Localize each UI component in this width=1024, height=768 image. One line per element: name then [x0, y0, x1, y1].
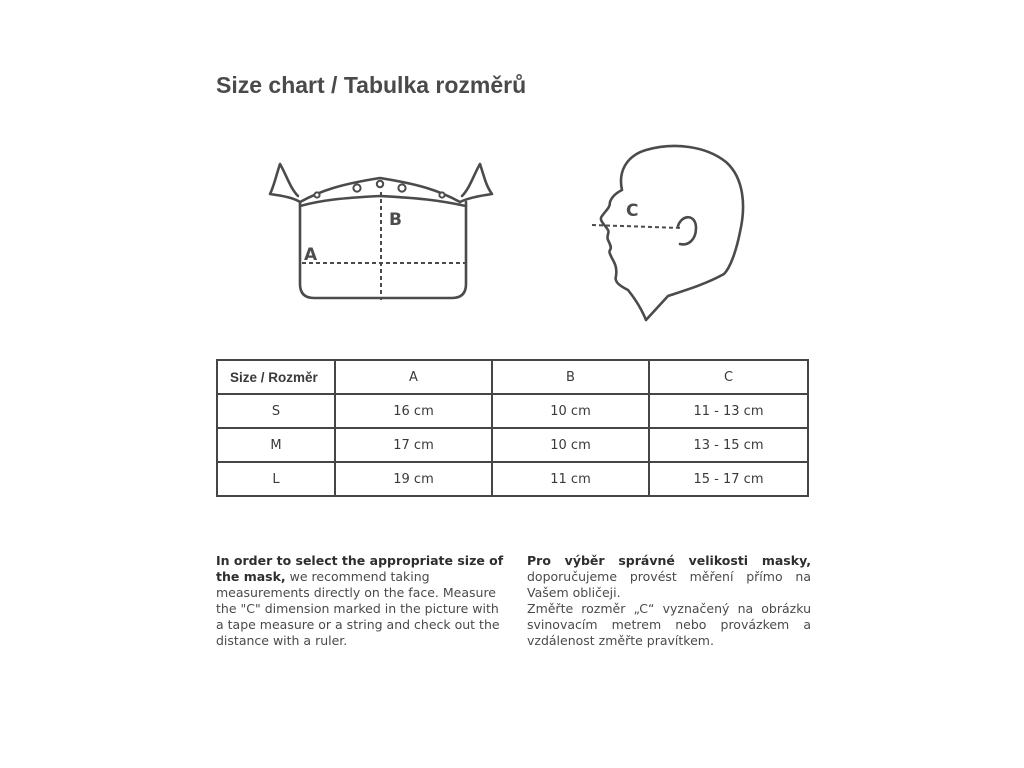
instructions-en-text: we recommend taking measurements directly on the face. Measure the "C" dimension marked in the picture with a tape measure or a string and check out the distance with a ruler. [216, 569, 500, 648]
instructions-cz-bold: Pro výběr správné velikosti masky, [527, 553, 811, 568]
rivet-icon [353, 184, 360, 191]
table-row [217, 394, 808, 428]
instructions-czech [527, 553, 811, 649]
label-c: C [626, 201, 639, 221]
table-cell: 15 - 17 cm [649, 462, 808, 496]
table-cell: L [217, 462, 335, 496]
page-title: Size chart / Tabulka rozměrů [216, 72, 527, 98]
instructions-en-bold: In order to select the appropriate size of the mask, [216, 553, 504, 584]
rivet-icon [377, 181, 383, 187]
table-cell: 10 cm [492, 428, 649, 462]
rivet-icon [439, 192, 444, 197]
table-cell: 13 - 15 cm [649, 428, 808, 462]
head-outline [601, 146, 743, 320]
label-a: A [304, 245, 318, 265]
table-cell: 17 cm [335, 428, 492, 462]
right-ear-loop [460, 164, 492, 202]
table-cell: M [217, 428, 335, 462]
label-b: B [389, 210, 402, 230]
table-cell: S [217, 394, 335, 428]
table-cell: 11 - 13 cm [649, 394, 808, 428]
table-cell: 16 cm [335, 394, 492, 428]
mask-diagram [262, 150, 502, 310]
ear-outline [678, 217, 696, 244]
table-row [217, 428, 808, 462]
rivet-icon [314, 192, 319, 197]
head-profile-diagram [584, 136, 754, 326]
mask-body [300, 202, 466, 298]
table-cell: 10 cm [492, 394, 649, 428]
table-row [217, 462, 808, 496]
table-cell: 19 cm [335, 462, 492, 496]
instructions-english [216, 553, 508, 649]
table-header-row [217, 360, 808, 394]
instructions-cz-text: doporučujeme provést měření přímo na Vašem obličeji. [527, 569, 811, 600]
size-table [216, 359, 809, 497]
rivet-icon [398, 184, 405, 191]
table-header: Size / Rozměr [217, 360, 335, 394]
table-header: A [335, 360, 492, 394]
table-cell: 11 cm [492, 462, 649, 496]
table-header: C [649, 360, 808, 394]
table-header: B [492, 360, 649, 394]
instructions-cz-text-2: Změřte rozměr „C“ vyznačený na obrázku svinovacím metrem nebo provázkem a vzdálenost změřte pravítkem. [527, 601, 811, 648]
left-ear-loop [270, 164, 300, 202]
